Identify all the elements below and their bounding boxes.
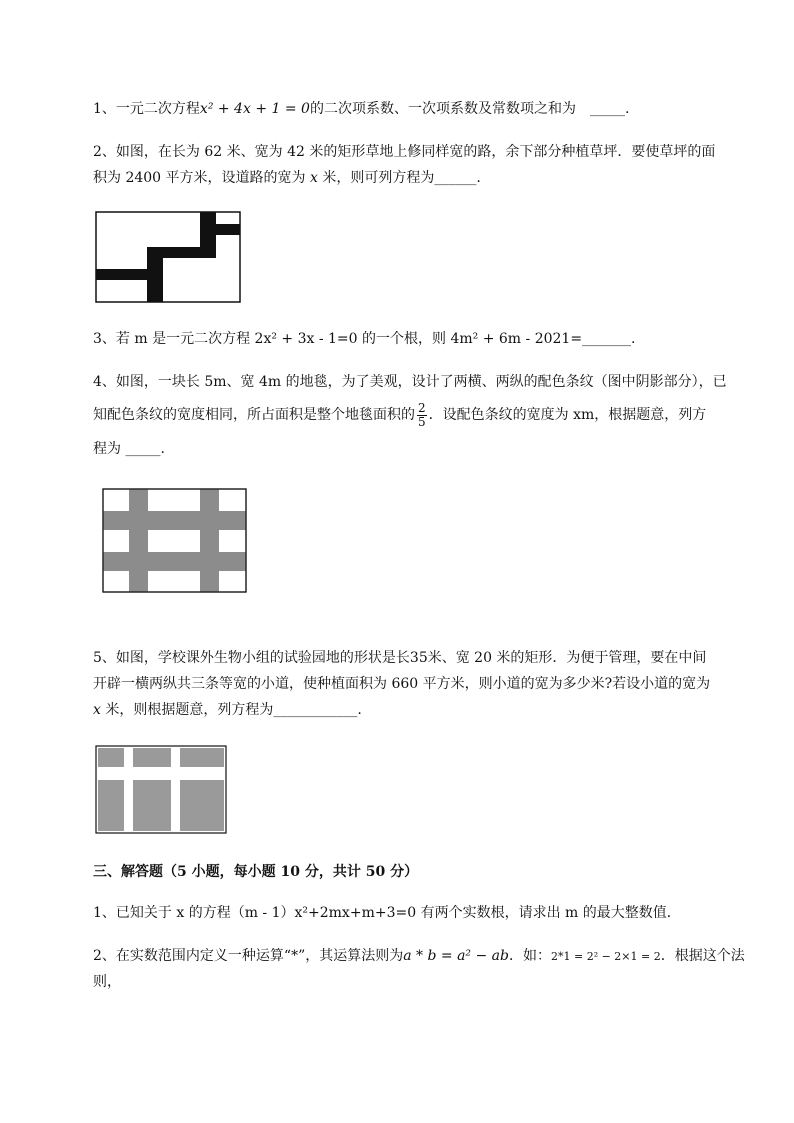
q4-fraction — [417, 402, 427, 429]
question-2-line-1: 2、如图，在长为 62 米、宽为 42 米的矩形草地上修同样宽的路，余下部分种植草坪．要使草坪的面 — [93, 144, 716, 160]
plot-bottom-right — [180, 780, 224, 831]
q5-line3-post: 米，则根据题意，列方程为____________. — [100, 702, 362, 718]
fraction-denominator: 5 — [418, 414, 426, 429]
road-horizontal-lower — [96, 269, 153, 280]
p2-post: ．根据这个法 — [660, 948, 745, 964]
plot-top-left — [98, 748, 124, 767]
section-3-problem-2-line-2: 则， — [93, 974, 121, 990]
p2-example: 2*1 = 2² − 2×1 = 2 — [550, 950, 661, 963]
q1-equation: x² + 4x + 1 = 0 — [199, 101, 310, 117]
q4-line2-pre: 知配色条纹的宽度相同，所占面积是整个地毯面积的 — [93, 407, 415, 423]
q2-line2-pre: 积为 2400 平方米，设道路的宽为 — [93, 170, 310, 186]
question-1 — [93, 99, 629, 119]
q1-prefix: 1、一元二次方程 — [93, 101, 200, 117]
plot-bottom-middle — [133, 780, 171, 831]
question-2-line-2 — [93, 168, 481, 188]
question-4-line-2 — [93, 398, 706, 432]
question-5-line-1: 5、如图，学校课外生物小组的试验园地的形状是长35米、宽 20 米的矩形．为便于管理，要在中间 — [93, 650, 707, 666]
q1-suffix: 的二次项系数、一次项系数及常数项之和为 _____. — [309, 101, 630, 117]
stripe-vertical-2 — [200, 489, 219, 592]
q2-road-figure — [95, 211, 243, 304]
question-5-line-3 — [93, 700, 362, 720]
fraction-numerator: 2 — [418, 400, 426, 415]
q5-garden-figure — [95, 745, 228, 835]
section-3-problem-1: 1、已知关于 x 的方程（m - 1）x²+2mx+m+3=0 有两个实数根，请求出 m 的最大整数值． — [93, 905, 681, 921]
road-horizontal-upper — [200, 224, 240, 235]
stripe-vertical-1 — [129, 489, 148, 592]
question-4-line-1: 4、如图，一块长 5m、宽 4m 的地毯，为了美观，设计了两横、两纵的配色条纹（图中阴影部分），已 — [93, 374, 727, 390]
section-3-problem-2-line-1 — [93, 946, 745, 967]
p2-pre: 2、在实数范围内定义一种运算“*”，其运算法则为 — [93, 948, 404, 964]
section-3-heading: 三、解答题（5 小题，每小题 10 分，共计 50 分） — [93, 864, 419, 880]
plot-top-right — [180, 748, 224, 767]
stripe-horizontal-1 — [103, 511, 246, 530]
p2-mid: ．如： — [508, 948, 551, 964]
q2-line2-post: 米，则可列方程为______. — [317, 170, 481, 186]
p2-formula: a * b = a² − ab — [403, 948, 509, 964]
q2-var: x — [309, 170, 318, 186]
plot-bottom-left — [98, 780, 124, 831]
q4-line2-post: ．设配色条纹的宽度为 xm，根据题意，列方 — [428, 407, 707, 423]
q4-carpet-figure — [102, 488, 248, 594]
plot-top-middle — [133, 748, 171, 767]
question-3: 3、若 m 是一元二次方程 2x² + 3x - 1=0 的一个根，则 4m² + 6m - 2021=_______. — [93, 331, 636, 347]
stripe-horizontal-2 — [103, 552, 246, 571]
q5-var: x — [93, 702, 101, 718]
question-4-line-3: 程为 _____. — [93, 441, 165, 457]
question-5-line-2: 开辟一横两纵共三条等宽的小道，使种植面积为 660 平方米，则小道的宽为多少米?若设小道的宽为 — [93, 676, 711, 692]
carpet-outline — [103, 489, 246, 592]
